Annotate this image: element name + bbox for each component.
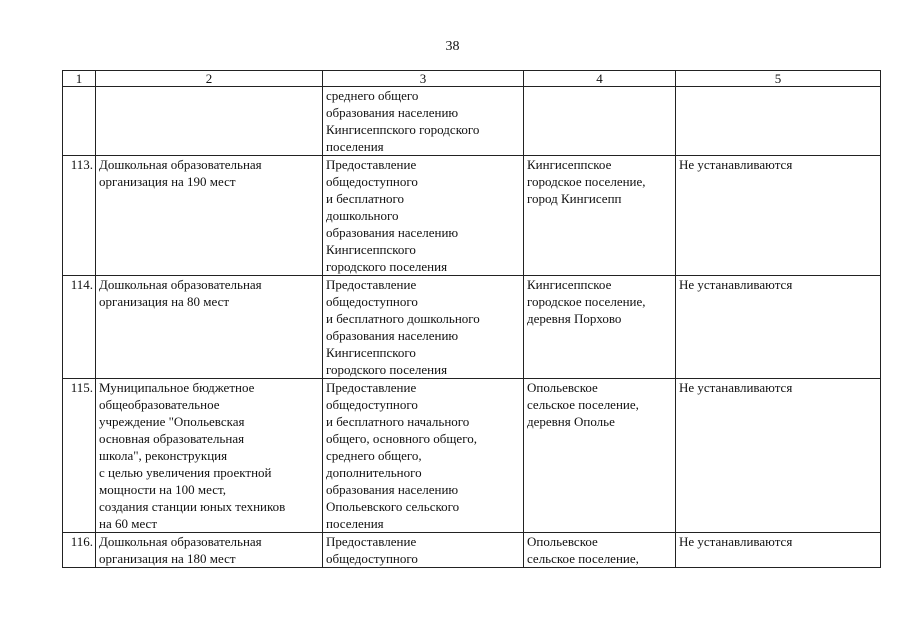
row-number-cell: 113. [63,156,96,276]
location-cell: Опольевское сельское поселение, [524,533,676,568]
object-name-cell: Дошкольная образовательная организация на 180 мест [96,533,323,568]
column-header: 5 [676,71,881,87]
purpose-cell: Предоставление общедоступного и бесплатного дошкольного образования населению Кингисеппского городского поселения [323,156,524,276]
table-row [63,533,881,568]
location-cell: Кингисеппское городское поселение, город Кингисепп [524,156,676,276]
table-row [63,379,881,533]
location-cell: Опольевское сельское поселение, деревня Ополье [524,379,676,533]
zones-cell: Не устанавливаются [676,276,881,379]
column-header: 4 [524,71,676,87]
objects-table [62,70,881,568]
zones-cell: Не устанавливаются [676,379,881,533]
row-number-cell: 116. [63,533,96,568]
object-name-cell: Муниципальное бюджетное общеобразовательное учреждение "Опольевская основная образовательная школа", реконструкция с целью увеличения проектной мощности на 100 мест, создания станции юных техников на 60 мест [96,379,323,533]
object-name-cell: Дошкольная образовательная организация на 80 мест [96,276,323,379]
zones-cell: Не устанавливаются [676,156,881,276]
location-cell: Кингисеппское городское поселение, деревня Порхово [524,276,676,379]
purpose-cell: Предоставление общедоступного и бесплатного начального общего, основного общего, среднего общего, дополнительного образования населению Опольевского сельского поселения [323,379,524,533]
table-row [63,156,881,276]
column-header: 1 [63,71,96,87]
row-number-cell [63,87,96,156]
table-row [63,276,881,379]
purpose-cell: Предоставление общедоступного [323,533,524,568]
zones-cell: Не устанавливаются [676,533,881,568]
purpose-cell: Предоставление общедоступного и бесплатного дошкольного образования населению Кингисеппского городского поселения [323,276,524,379]
column-header: 2 [96,71,323,87]
location-cell [524,87,676,156]
purpose-cell: среднего общего образования населению Кингисеппского городского поселения [323,87,524,156]
object-name-cell [96,87,323,156]
table-row [63,87,881,156]
column-header: 3 [323,71,524,87]
row-number-cell: 115. [63,379,96,533]
table-header-row [63,71,881,87]
object-name-cell: Дошкольная образовательная организация на 190 мест [96,156,323,276]
page-number: 38 [445,39,460,54]
row-number-cell: 114. [63,276,96,379]
zones-cell [676,87,881,156]
